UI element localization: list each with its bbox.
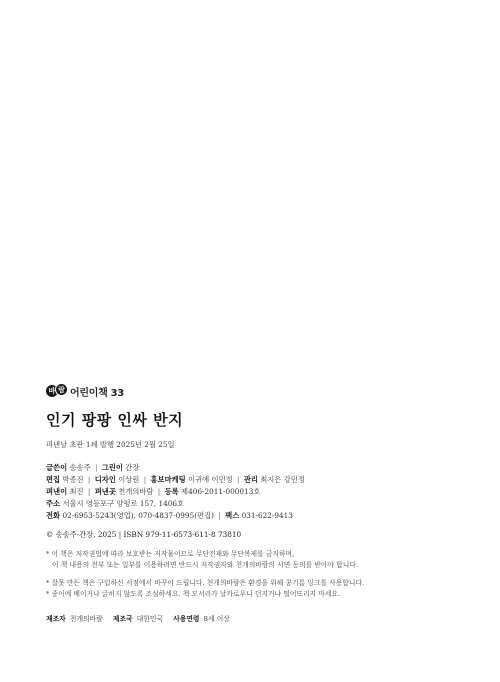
notice-copyright-cont: 이 책 내용의 전부 또는 일부를 이용하려면 반드시 저작권자와 천개의바람의 서면 동의를 받아야 합니다.: [52, 561, 359, 569]
publisher-name: 천개의바람: [118, 487, 154, 496]
separator: |: [143, 475, 147, 484]
notice-safety: * 종이에 베이거나 긁히지 않도록 조심하세요. 책 모서리가 날카로우니 던지거나 떨어뜨리지 마세요.: [46, 590, 341, 598]
management-label: 관리: [243, 475, 258, 484]
address-label: 주소: [46, 499, 61, 508]
credit-line-authors: [46, 462, 466, 474]
phone-label: 전화: [46, 511, 61, 520]
separator: |: [157, 487, 161, 496]
author-label: 글쓴이: [46, 463, 68, 472]
separator: |: [237, 475, 240, 484]
fax-value: 031-622-9413: [241, 511, 293, 520]
editor-name: 박종진: [62, 475, 84, 484]
publication-date: 펴낸날 초판 1쇄 발행 2025년 2월 25일: [46, 440, 175, 449]
country-label: 제조국: [112, 615, 133, 623]
designer-label: 디자인: [94, 475, 116, 484]
country-value: 대한민국: [136, 615, 164, 623]
separator: |: [218, 511, 221, 520]
editor-label: 편집: [46, 475, 61, 484]
notice-exchange: * 잘못 만든 책은 구입하신 서점에서 바꾸어 드립니다. 천개의바람은 환경을 위해 콩기름 잉크를 사용합니다.: [46, 579, 365, 587]
marketing-names: 이귀애 이민정: [188, 475, 233, 484]
series-header: [46, 383, 466, 399]
age-label: 사용연령: [173, 615, 200, 623]
designer-name: 이상원: [118, 475, 140, 484]
credit-line-address: [46, 498, 466, 510]
separator: |: [87, 475, 91, 484]
separator: |: [87, 487, 91, 496]
credits-block: [46, 462, 466, 522]
credit-line-staff: [46, 474, 466, 486]
copyright-isbn: © 송송주·간장, 2025 | ISBN 979-11-6573-611-8 73810: [46, 530, 242, 539]
notices: [46, 549, 466, 600]
fax-label: 팩스: [225, 511, 240, 520]
registration-number: 제406-2011-000013호: [181, 487, 261, 496]
management-names: 최지은 강민정: [260, 475, 305, 484]
illustrator-name: 간장: [125, 463, 140, 472]
publisher-person-label: 펴낸이: [46, 487, 68, 496]
series-logo: [46, 383, 68, 399]
book-title: 인기 팡팡 인싸 반지: [46, 411, 184, 429]
publisher-person-name: 최진: [69, 487, 84, 496]
maker-value: 천개의바람: [69, 615, 103, 623]
address-value: 서울시 영등포구 양평로 157, 1406호: [62, 499, 185, 508]
marketing-label: 홍보마케팅: [150, 475, 186, 484]
logo-bubble-1: 바: [46, 385, 58, 397]
credit-line-publisher: [46, 486, 466, 498]
illustrator-label: 그린이: [101, 463, 123, 472]
colophon: [46, 383, 466, 623]
series-label: 어린이책 33: [70, 387, 124, 399]
age-value: 8세 이상: [203, 615, 230, 623]
author-name: 송송주: [69, 463, 91, 472]
maker-info: [46, 613, 466, 623]
maker-label: 제조자: [46, 615, 66, 623]
logo-bubble-2: 람: [55, 383, 68, 396]
credit-line-contact: [46, 510, 466, 522]
notice-copyright: * 이 책은 저작권법에 따라 보호받는 저작물이므로 무단전재와 무단복제를 금지하며,: [46, 550, 295, 558]
separator: |: [94, 463, 98, 472]
registration-label: 등록: [164, 487, 179, 496]
publisher-label: 펴낸곳: [94, 487, 116, 496]
phone-value: 02-6953-5243(영업), 070-4837-0995(편집): [62, 511, 215, 520]
